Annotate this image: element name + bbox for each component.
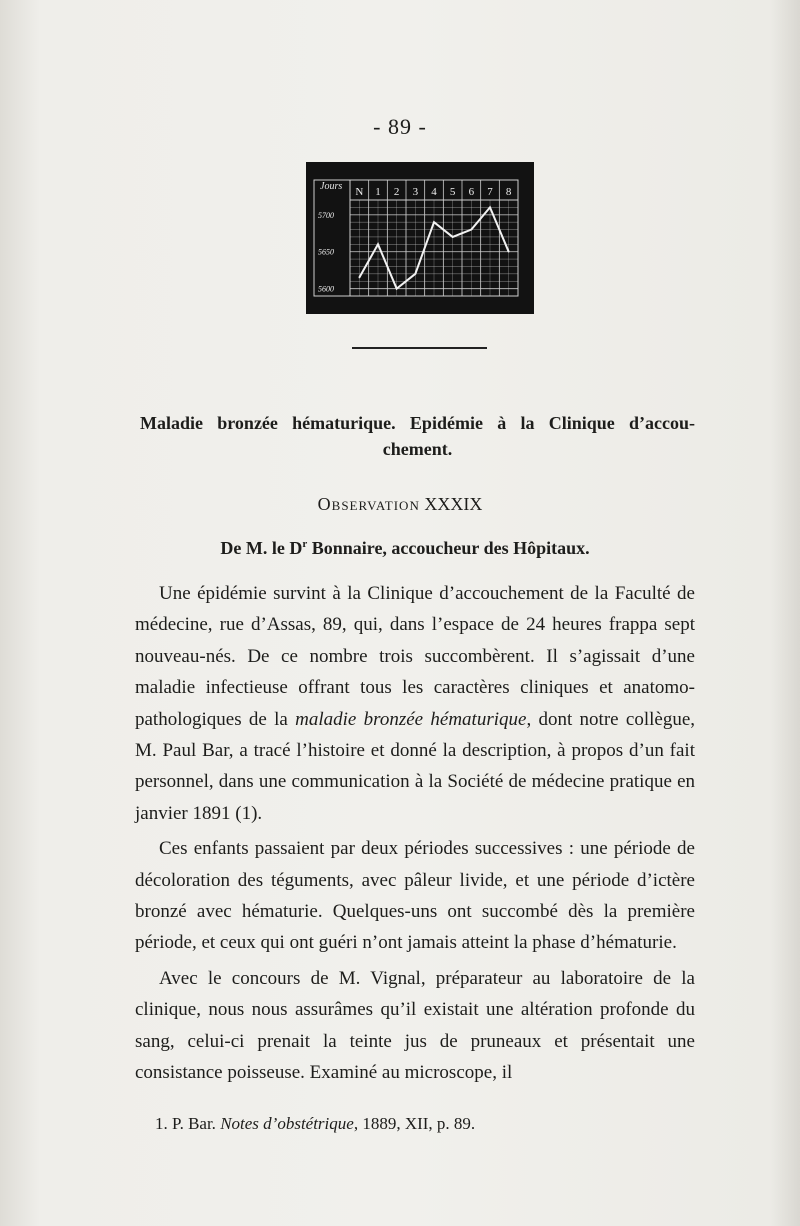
chart-data-point (471, 229, 473, 231)
author-after: Bonnaire, accoucheur des Hôpitaux. (307, 538, 590, 558)
paragraph-1-b: , dont notre collègue, M. Paul Bar, a tracé l’histoire et donné la description, à propos d’un fait personnel, dans une communication à la Société de médecine pratique en janvier 1891 (1). (135, 708, 695, 824)
section-divider (352, 347, 487, 349)
author-line (0, 538, 800, 559)
chart-y-label: 5650 (318, 247, 334, 257)
paragraph-1-italic: maladie bronzée hématurique (295, 708, 527, 730)
chart-day-label: 2 (393, 186, 400, 198)
caption-line-1: Maladie bronzée hématurique. Epidémie à la Clinique d’accou- (140, 413, 695, 433)
author-sup: r (302, 538, 308, 550)
chart-day-label: N (355, 186, 364, 198)
chart-y-label: 5600 (318, 284, 334, 294)
chart-day-label: 1 (375, 186, 381, 198)
chart-y-label: 5700 (318, 210, 334, 220)
chart-data-point (452, 236, 454, 238)
chart-data-point (489, 207, 491, 209)
footnote-after: , 1889, XII, p. 89. (353, 1114, 476, 1133)
footnote-before: P. Bar. (167, 1114, 221, 1133)
chart-data-point (508, 251, 510, 253)
paragraph-3: Avec le concours de M. Vignal, préparateur au laboratoire de la clinique, nous nous assurâmes qu’il existait une altération profonde du sang, celui-ci prenait la teinte jus de pruneaux et présentait une consistance poisseuse. Examiné au microscope, il (135, 967, 695, 1084)
chart-header-label: Jours (320, 181, 343, 192)
chart-day-label: 8 (505, 186, 512, 198)
chart-day-label: 4 (431, 186, 437, 198)
caption-line-2: chement. (382, 439, 453, 459)
body-text (135, 578, 695, 1093)
observation-title (0, 494, 800, 515)
footnote (155, 1114, 715, 1134)
weight-chart-svg (306, 162, 534, 314)
chart-day-label: 5 (449, 186, 456, 198)
author-before: De M. le D (220, 538, 303, 558)
paragraph-1 (135, 578, 695, 829)
footnote-marker: 1. (155, 1114, 168, 1133)
weight-chart (306, 162, 534, 314)
chart-data-point (433, 221, 435, 223)
paragraph-1-a: Une épidémie survint à la Clinique d’accouchement de la Faculté de médecine, rue d’Assas, 89, qui, dans l’espace de 24 heures frappa sept nouveau-nés. De ce nombre trois succombèrent. Il s’agissait d’une maladie infectieuse offrant tous les caractères cliniques et anatomo-pathologiques de la (135, 583, 695, 730)
footnote-italic: Notes d’obstétrique (220, 1114, 354, 1133)
figure-caption (140, 410, 695, 462)
chart-data-point (377, 244, 379, 246)
chart-data-point (415, 273, 417, 275)
chart-data-point (359, 277, 361, 279)
page-number: - 89 - (373, 114, 427, 139)
paragraph-2: Ces enfants passaient par deux périodes successives : une période de décoloration des téguments, avec pâleur livide, et une période d’ictère bronzé avec hématurie. Quelques-uns ont succombé dès la première période, et ceux qui ont guéri n’ont jamais atteint la phase d’hématurie. (135, 838, 695, 954)
chart-day-label: 3 (412, 186, 419, 198)
observation-number: XXXIX (424, 494, 483, 514)
chart-day-label: 6 (468, 186, 475, 198)
observation-prefix: Observation (317, 494, 420, 514)
chart-day-label: 7 (487, 186, 493, 198)
chart-data-point (396, 288, 398, 290)
chart-day-labels (355, 186, 512, 198)
